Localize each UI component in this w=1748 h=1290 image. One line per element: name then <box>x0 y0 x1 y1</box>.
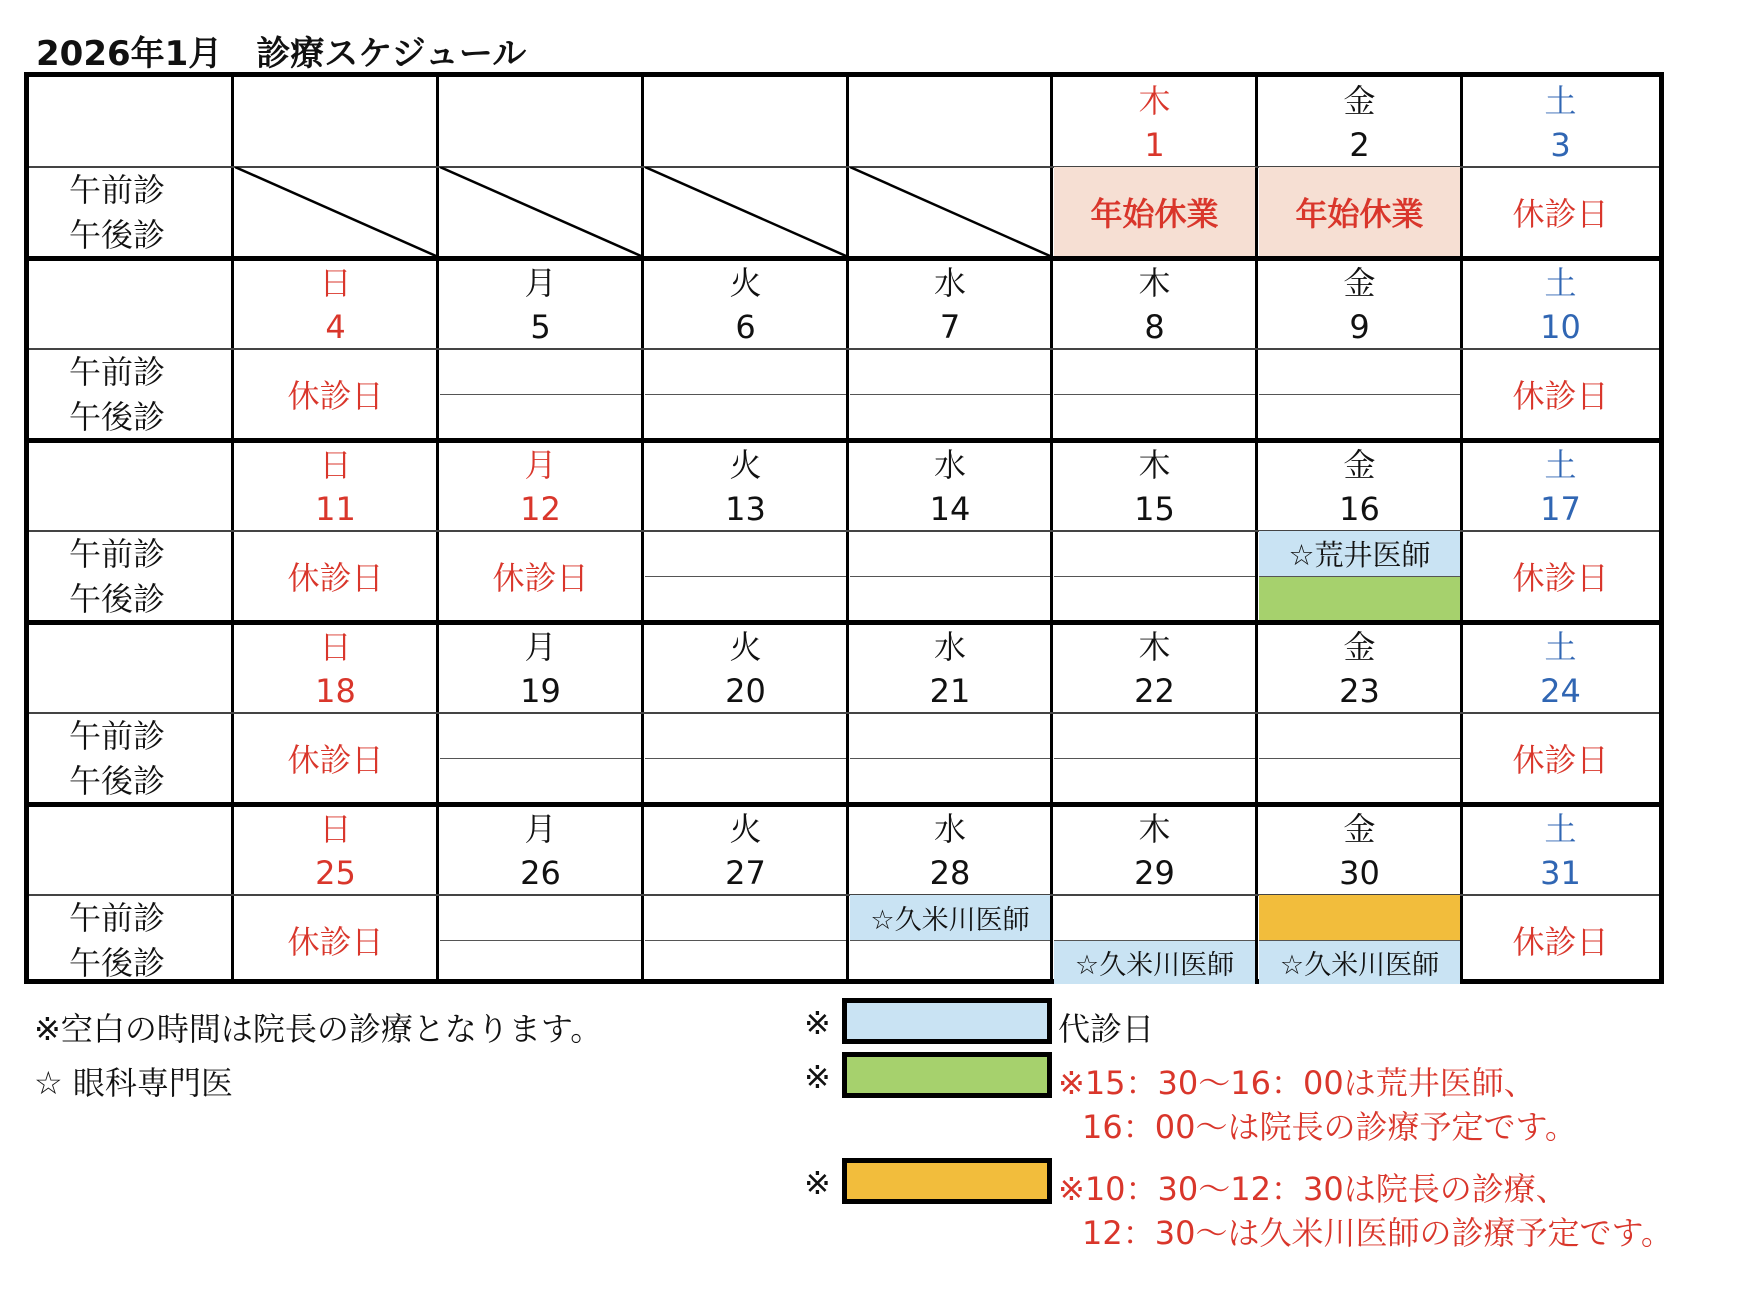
date-number: 2 <box>1349 126 1370 164</box>
date-number: 29 <box>1134 854 1175 892</box>
session-labels <box>69 532 165 622</box>
empty-day-diagonal <box>850 167 1050 256</box>
date-number: 24 <box>1540 672 1581 710</box>
weekday-label: 土 <box>1544 264 1577 302</box>
afternoon-session-label: 午後診 <box>69 580 166 618</box>
day-header-cell <box>645 261 846 349</box>
date-number: 1 <box>1144 126 1165 164</box>
doctor-kumekawa-label: ☆久米川医師 <box>1279 950 1440 981</box>
closed-day-label: 休診日 <box>287 740 384 779</box>
day-header-cell <box>1259 79 1460 167</box>
date-number: 11 <box>315 490 356 528</box>
day-header-cell <box>1054 807 1255 895</box>
day-header-cell <box>1464 807 1657 895</box>
legend-orange-line1: ※10：30～12：30は院長の診療、 <box>1058 1170 1568 1208</box>
page-title: 2026年1月 診療スケジュール <box>36 34 527 74</box>
doctor-kumekawa-label: ☆久米川医師 <box>1074 950 1235 981</box>
am-pm-divider <box>850 576 1050 577</box>
partial-am-fill-orange <box>1259 895 1460 940</box>
date-number: 12 <box>520 490 561 528</box>
am-pm-divider <box>1054 576 1255 577</box>
new-year-closed-label: 年始休業 <box>1090 194 1219 233</box>
am-pm-divider <box>440 940 641 941</box>
legend-substitute-label: 代診日 <box>1058 1010 1155 1048</box>
am-pm-divider <box>440 758 641 759</box>
legend-mark-2: ※ <box>804 1058 831 1096</box>
am-pm-divider <box>645 758 846 759</box>
column-divider <box>1460 77 1463 979</box>
weekday-label: 木 <box>1138 810 1171 848</box>
weekday-label: 金 <box>1343 810 1376 848</box>
date-number: 31 <box>1540 854 1581 892</box>
day-header-cell <box>645 807 846 895</box>
weekday-label: 日 <box>319 264 352 302</box>
day-header-cell <box>235 807 436 895</box>
am-pm-divider <box>1054 758 1255 759</box>
am-pm-divider <box>645 576 846 577</box>
closed-day-label: 休診日 <box>492 558 589 597</box>
day-header-cell <box>440 625 641 713</box>
date-number: 20 <box>725 672 766 710</box>
closed-day-label: 休診日 <box>1512 740 1609 779</box>
note-star-legend: ☆ 眼科専門医 <box>34 1064 233 1102</box>
day-header-cell <box>235 443 436 531</box>
am-pm-divider <box>850 940 1050 941</box>
date-number: 4 <box>325 308 346 346</box>
date-number: 22 <box>1134 672 1175 710</box>
day-header-cell <box>1054 79 1255 167</box>
weekday-label: 水 <box>933 264 966 302</box>
column-divider <box>846 77 849 979</box>
weekday-label: 土 <box>1544 628 1577 666</box>
day-header-cell <box>850 443 1050 531</box>
weekday-label: 水 <box>933 628 966 666</box>
am-pm-divider <box>645 940 846 941</box>
weekday-label: 日 <box>319 810 352 848</box>
day-header-cell <box>1259 443 1460 531</box>
date-number: 15 <box>1134 490 1175 528</box>
new-year-closed-label: 年始休業 <box>1295 194 1424 233</box>
legend-green-line2: 16：00～は院長の診療予定です。 <box>1082 1108 1577 1146</box>
partial-pm-fill-green <box>1259 577 1460 620</box>
weekday-label: 金 <box>1343 446 1376 484</box>
am-pm-divider <box>645 394 846 395</box>
morning-session-label: 午前診 <box>69 353 166 391</box>
weekday-label: 水 <box>933 810 966 848</box>
column-divider <box>436 77 439 979</box>
date-number: 8 <box>1144 308 1165 346</box>
weekday-label: 水 <box>933 446 966 484</box>
note-blank-time: ※空白の時間は院長の診療となります。 <box>34 1010 603 1048</box>
column-divider <box>1255 77 1258 979</box>
empty-day-diagonal <box>235 167 436 256</box>
morning-session-label: 午前診 <box>69 717 166 755</box>
date-number: 6 <box>735 308 756 346</box>
doctor-arai-label: ☆荒井医師 <box>1288 538 1431 572</box>
weekday-label: 金 <box>1343 628 1376 666</box>
weekday-label: 火 <box>729 628 762 666</box>
date-number: 26 <box>520 854 561 892</box>
closed-day-label: 休診日 <box>1512 922 1609 961</box>
am-pm-divider <box>1259 394 1460 395</box>
date-number: 17 <box>1540 490 1581 528</box>
date-number: 7 <box>939 308 961 346</box>
column-divider <box>231 77 234 979</box>
weekday-label: 月 <box>524 628 557 666</box>
legend-mark-1: ※ <box>804 1004 831 1042</box>
day-header-cell <box>440 261 641 349</box>
weekday-label: 土 <box>1544 810 1577 848</box>
weekday-label: 日 <box>319 446 352 484</box>
day-header-cell <box>440 807 641 895</box>
date-number: 9 <box>1349 308 1370 346</box>
weekday-label: 金 <box>1343 264 1376 302</box>
day-header-cell <box>1464 625 1657 713</box>
day-header-cell <box>1054 443 1255 531</box>
weekday-label: 月 <box>524 264 557 302</box>
date-number: 25 <box>315 854 356 892</box>
day-header-cell <box>1054 261 1255 349</box>
date-number: 28 <box>929 854 971 892</box>
session-labels <box>69 896 165 986</box>
day-header-cell <box>645 625 846 713</box>
morning-session-label: 午前診 <box>69 899 166 937</box>
day-header-cell <box>850 261 1050 349</box>
weekday-label: 火 <box>729 810 762 848</box>
day-header-cell <box>1464 79 1657 167</box>
weekday-label: 木 <box>1138 446 1171 484</box>
weekday-label: 木 <box>1138 628 1171 666</box>
weekday-label: 日 <box>319 628 352 666</box>
date-number: 18 <box>315 672 356 710</box>
empty-day-diagonal <box>645 167 846 256</box>
date-number: 16 <box>1339 490 1380 528</box>
day-header-cell <box>1464 261 1657 349</box>
session-labels <box>69 714 165 804</box>
afternoon-session-label: 午後診 <box>69 398 166 436</box>
weekday-label: 月 <box>524 810 557 848</box>
weekday-label: 木 <box>1138 82 1171 120</box>
day-header-cell <box>235 261 436 349</box>
afternoon-session-label: 午後診 <box>69 762 166 800</box>
closed-day-label: 休診日 <box>287 376 384 415</box>
date-number: 21 <box>929 672 971 710</box>
date-number: 30 <box>1339 854 1380 892</box>
legend-substitute-swatch <box>842 998 1052 1044</box>
am-pm-divider <box>440 394 641 395</box>
day-header-cell <box>1259 625 1460 713</box>
closed-day-label: 休診日 <box>1512 376 1609 415</box>
date-number: 13 <box>725 490 766 528</box>
day-header-cell <box>1259 807 1460 895</box>
day-header-cell <box>1054 625 1255 713</box>
day-header-cell <box>850 807 1050 895</box>
weekday-label: 木 <box>1138 264 1171 302</box>
am-pm-divider <box>1054 394 1255 395</box>
day-header-cell <box>850 625 1050 713</box>
legend-mark-3: ※ <box>804 1164 831 1202</box>
date-number: 5 <box>530 308 551 346</box>
column-divider <box>641 77 644 979</box>
legend-green-swatch <box>842 1052 1052 1098</box>
date-number: 27 <box>725 854 766 892</box>
am-pm-divider <box>1259 758 1460 759</box>
weekday-label: 土 <box>1544 446 1577 484</box>
morning-session-label: 午前診 <box>69 535 166 573</box>
day-header-cell <box>645 443 846 531</box>
afternoon-session-label: 午後診 <box>69 216 166 254</box>
empty-day-diagonal <box>440 167 641 256</box>
weekday-label: 月 <box>524 446 557 484</box>
am-pm-divider <box>850 394 1050 395</box>
date-number: 3 <box>1550 126 1571 164</box>
column-divider <box>1050 77 1053 979</box>
date-number: 14 <box>929 490 971 528</box>
doctor-kumekawa-label: ☆久米川医師 <box>870 905 1030 936</box>
closed-day-label: 休診日 <box>287 558 384 597</box>
legend-green-line1: ※15：30～16：00は荒井医師、 <box>1058 1064 1536 1102</box>
afternoon-session-label: 午後診 <box>69 944 166 982</box>
day-header-cell <box>440 443 641 531</box>
schedule-calendar <box>24 72 1664 984</box>
date-number: 10 <box>1540 308 1581 346</box>
session-labels <box>69 168 165 258</box>
legend-orange-swatch <box>842 1158 1052 1204</box>
date-number: 23 <box>1339 672 1380 710</box>
session-labels <box>69 350 165 440</box>
closed-day-label: 休診日 <box>287 922 384 961</box>
weekday-label: 火 <box>729 264 762 302</box>
day-header-cell <box>1464 443 1657 531</box>
weekday-label: 金 <box>1343 82 1376 120</box>
date-number: 19 <box>520 672 561 710</box>
weekday-label: 土 <box>1544 82 1577 120</box>
am-pm-divider <box>850 758 1050 759</box>
day-header-cell <box>235 625 436 713</box>
closed-day-label: 休診日 <box>1512 194 1609 233</box>
weekday-label: 火 <box>729 446 762 484</box>
closed-day-label: 休診日 <box>1512 558 1609 597</box>
legend-orange-line2: 12：30～は久米川医師の診療予定です。 <box>1082 1214 1673 1252</box>
day-header-cell <box>1259 261 1460 349</box>
morning-session-label: 午前診 <box>69 171 166 209</box>
